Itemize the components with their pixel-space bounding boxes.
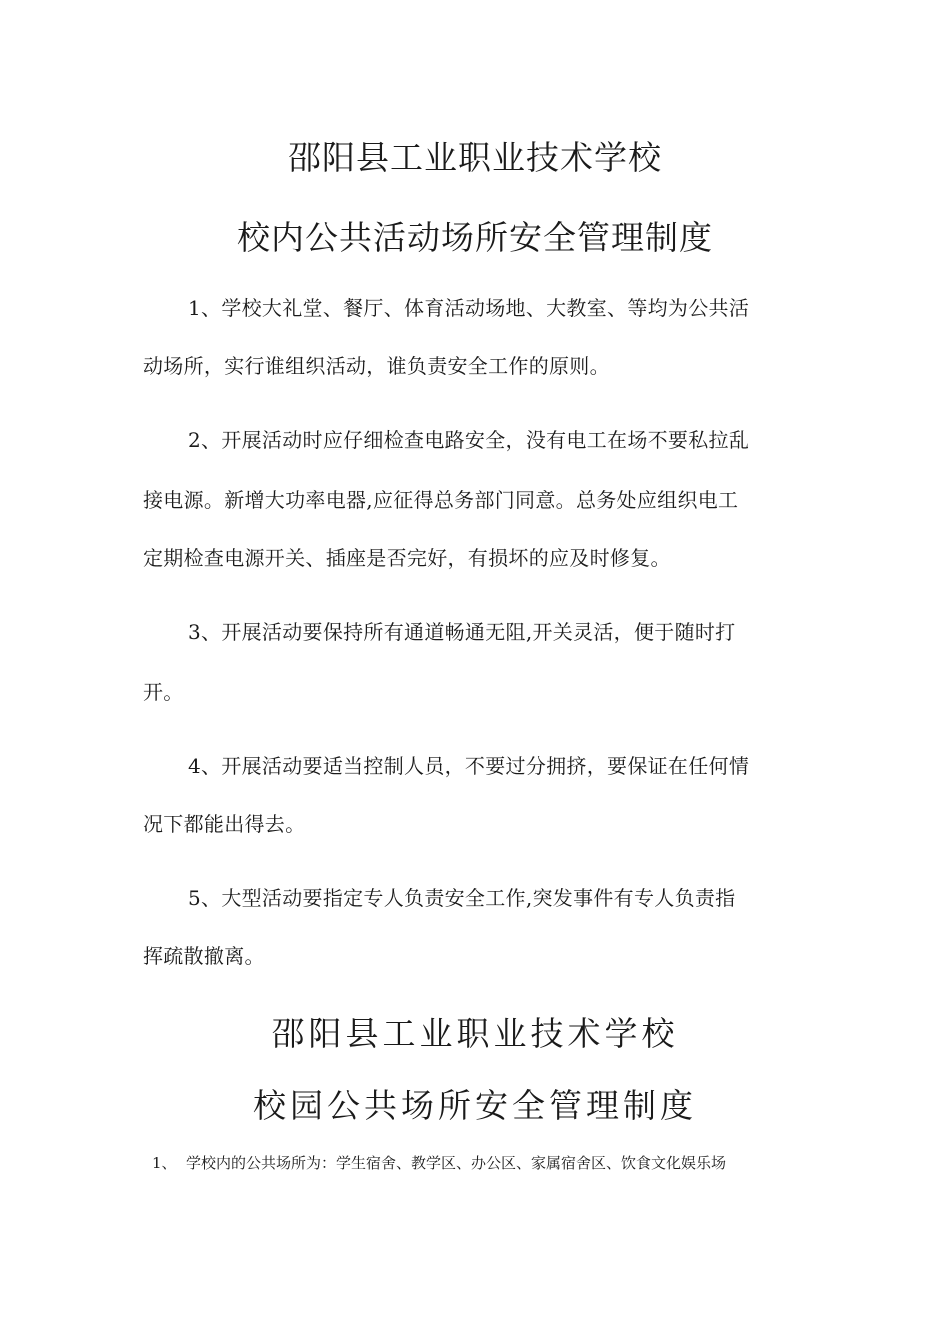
doc1-paragraph-3-line-2: 开。: [143, 680, 184, 704]
doc1-title-school: 邵阳县工业职业技术学校: [288, 138, 662, 177]
doc1-paragraph-3-line-1: 3、开展活动要保持所有通道畅通无阻,开关灵活，便于随时打: [188, 620, 736, 644]
doc1-paragraph-2-line-3: 定期检查电源开关、插座是否完好，有损坏的应及时修复。: [143, 546, 671, 570]
doc1-paragraph-4-line-1: 4、开展活动要适当控制人员，不要过分拥挤，要保证在任何情: [188, 754, 750, 778]
doc1-title-regulation: 校内公共活动场所安全管理制度: [237, 218, 713, 257]
doc1-paragraph-1-line-1: 1、学校大礼堂、餐厅、体育活动场地、大教室、等均为公共活: [188, 296, 750, 320]
doc1-paragraph-4-line-2: 况下都能出得去。: [143, 812, 306, 836]
doc2-title-school: 邵阳县工业职业技术学校: [271, 1014, 679, 1053]
doc2-item-1-number: 1、: [152, 1154, 177, 1172]
doc1-paragraph-1-line-2: 动场所，实行谁组织活动，谁负责安全工作的原则。: [143, 354, 610, 378]
doc1-paragraph-5-line-2: 挥疏散撤离。: [143, 944, 265, 968]
doc1-paragraph-5-line-1: 5、大型活动要指定专人负责安全工作,突发事件有专人负责指: [188, 886, 736, 910]
doc1-paragraph-2-line-1: 2、开展活动时应仔细检查电路安全，没有电工在场不要私拉乱: [188, 428, 750, 452]
doc2-item-1-text: 学校内的公共场所为：学生宿舍、教学区、办公区、家属宿舍区、饮食文化娱乐场: [186, 1154, 727, 1172]
doc1-paragraph-2-line-2: 接电源。新增大功率电器,应征得总务部门同意。总务处应组织电工: [143, 488, 739, 512]
doc2-title-regulation: 校园公共场所安全管理制度: [253, 1086, 697, 1125]
